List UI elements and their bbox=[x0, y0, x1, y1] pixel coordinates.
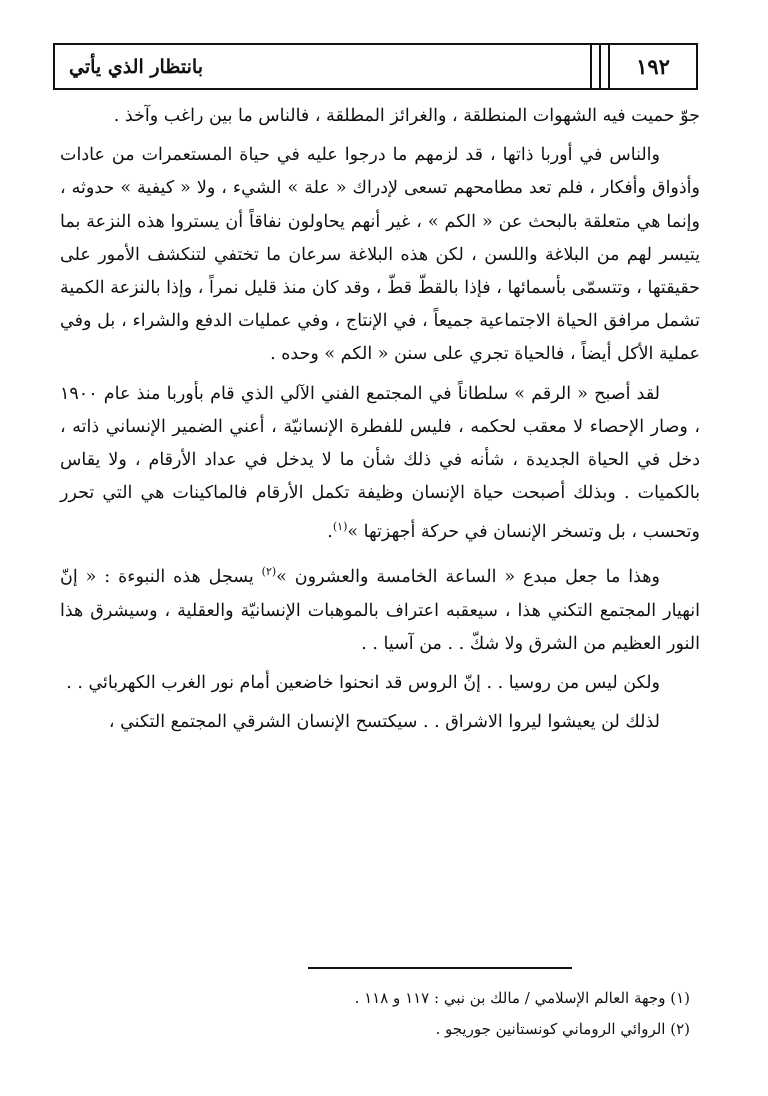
paragraph bbox=[60, 378, 700, 550]
paragraph: والناس في أوربا ذاتها ، قد لزمهم ما درجوا عليه في حياة المستعمرات من عادات وأذواق وأفكار ، فلم تعد مطامحهم تسعى لإدراك « علة » الشيء ، ولا « كيفية » حدوثه ، وإنما هي متعلقة بالبحث عن « الكم » ، غير أنهم يحاولون نفاقاً أن يستروا هذه النزعة بما يتيسر لهم من البلاغة واللسن ، لكن هذه البلاغة سرعان ما تختفي لتنكشف الأمور على حقيقتها ، وتتسمّى بأسمائها ، فإذا بالقطّ قطّ ، وقد كان منذ قليل نمراً ، وإذا بالنزعة الكمية تشمل مرافق الحياة الاجتماعية جميعاً ، في الإنتاج ، وفي عمليات الدفع والشراء ، بل وفي عملية الأكل أيضاً ، فالحياة تجري على سنن « الكم » وحده . bbox=[60, 145, 700, 365]
page-number: ١٩٢ bbox=[636, 54, 670, 79]
footnote: (١) وجهة العالم الإسلامي / مالك بن نبي : ١١٧ و ١١٨ . bbox=[354, 989, 690, 1007]
page-header bbox=[53, 43, 698, 90]
paragraph: ولكن ليس من روسيا . . إنّ الروس قد انحنوا خاضعين أمام نور الغرب الكهربائي . . bbox=[66, 672, 660, 693]
footnote-ref: (١) bbox=[332, 520, 348, 534]
paragraph: جوّ حميت فيه الشهوات المنطلقة ، والغرائز المطلقة ، فالناس ما بين راغب وآخذ . bbox=[113, 106, 700, 126]
header-divider bbox=[599, 43, 601, 90]
body-text bbox=[60, 100, 700, 745]
footnote-divider bbox=[308, 967, 572, 969]
paragraph-text: وهذا ما جعل مبدع « الساعة الخامسة والعشرون » bbox=[276, 567, 660, 588]
header-divider bbox=[590, 43, 592, 90]
paragraph-text: يسجل هذه النبوءة : « إنّ bbox=[60, 567, 254, 588]
footnote-ref: (٢) bbox=[261, 565, 277, 579]
running-title: بانتظار الذي يأتي bbox=[69, 55, 203, 78]
paragraph-text: انهيار المجتمع التكني هذا ، سيعقبه اعتراف بالموهبات الإنسانيّة والعقلية ، وسيشرق هذا النور العظيم من الشرق ولا شكّ . . من آسيا . . bbox=[60, 600, 700, 654]
paragraph-text: لقد أصبح « الرقم » سلطاناً في المجتمع الفني الآلي الذي قام بأوربا منذ عام ١٩٠٠ ، وصار الإحصاء لا معقب لحكمه ، فليس للفطرة الإنسانيّة ، أعني الضمير الإنساني ذاته ، دخل في الحياة الجديدة ، شأنه في ذلك شأن ما لا يدخل في عداد الأرقام ، ولا يقاس بالكميات . وبذلك أصبحت حياة الإنسان وظيفة تكمل الأرقام فالماكينات هي التي تحرر وتحسب ، بل وتسخر الإنسان في حركة أجهزتها » bbox=[60, 383, 700, 543]
paragraph-text: . bbox=[327, 522, 333, 543]
paragraph: لذلك لن يعيشوا ليروا الاشراق . . سيكتسح الإنسان الشرقي المجتمع التكني ، bbox=[108, 712, 660, 733]
footnotes bbox=[250, 983, 690, 1045]
footnote: (٢) الروائي الروماني كونستانين جوريجو . bbox=[435, 1020, 690, 1038]
paragraph bbox=[60, 555, 700, 660]
